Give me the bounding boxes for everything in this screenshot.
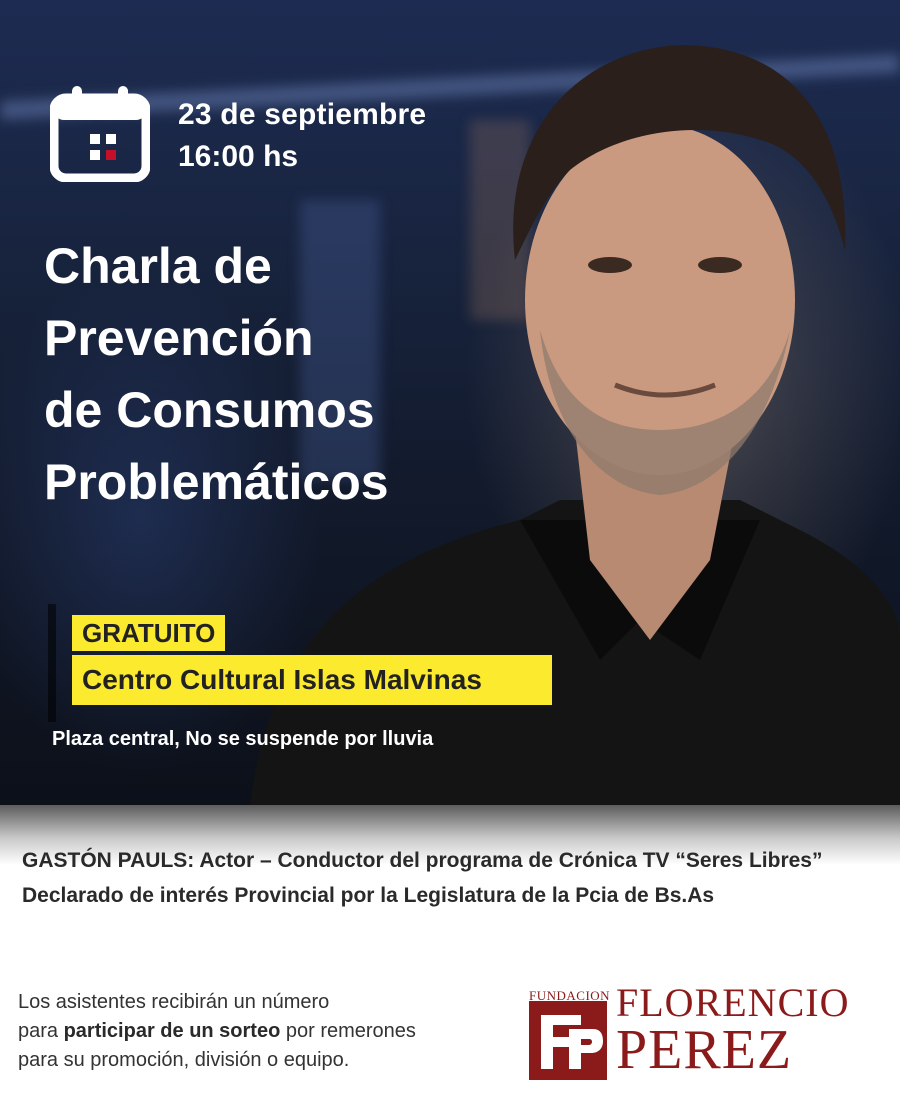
calendar-icon [50,82,150,182]
free-badge: GRATUITO [72,615,225,651]
raffle-note-line: Los asistentes recibirán un número [18,991,330,1013]
raffle-text: para [18,1020,64,1042]
accent-bar [48,604,56,722]
event-date: 23 de septiembre [178,98,427,131]
event-title-line: Problemáticos [44,454,389,510]
event-title [44,230,524,518]
event-title-line: de Consumos [44,382,375,438]
logo-name-first: FLORENCIO [616,980,850,1025]
logo-name-last: PEREZ [616,1019,793,1081]
venue-badge: Centro Cultural Islas Malvinas [72,655,552,705]
raffle-note-line [18,1017,518,1046]
event-title-line: Charla de [44,238,272,294]
event-title-line: Prevención [44,310,314,366]
raffle-highlight: participar de un sorteo [63,1020,281,1042]
venue-note: Plaza central, No se suspende por lluvia [52,728,434,750]
raffle-note [18,988,518,1075]
raffle-text: por remerones [280,1020,416,1042]
logo-foundation-label: FUNDACION [529,988,611,1003]
event-time: 16:00 hs [178,140,299,173]
raffle-note-line: para su promoción, división o equipo. [18,1049,350,1071]
speaker-info: GASTÓN PAULS: Actor – Conductor del programa de Crónica TV “Seres Libres” [22,849,823,872]
declaration-info: Declarado de interés Provincial por la Legislatura de la Pcia de Bs.As [22,884,715,907]
